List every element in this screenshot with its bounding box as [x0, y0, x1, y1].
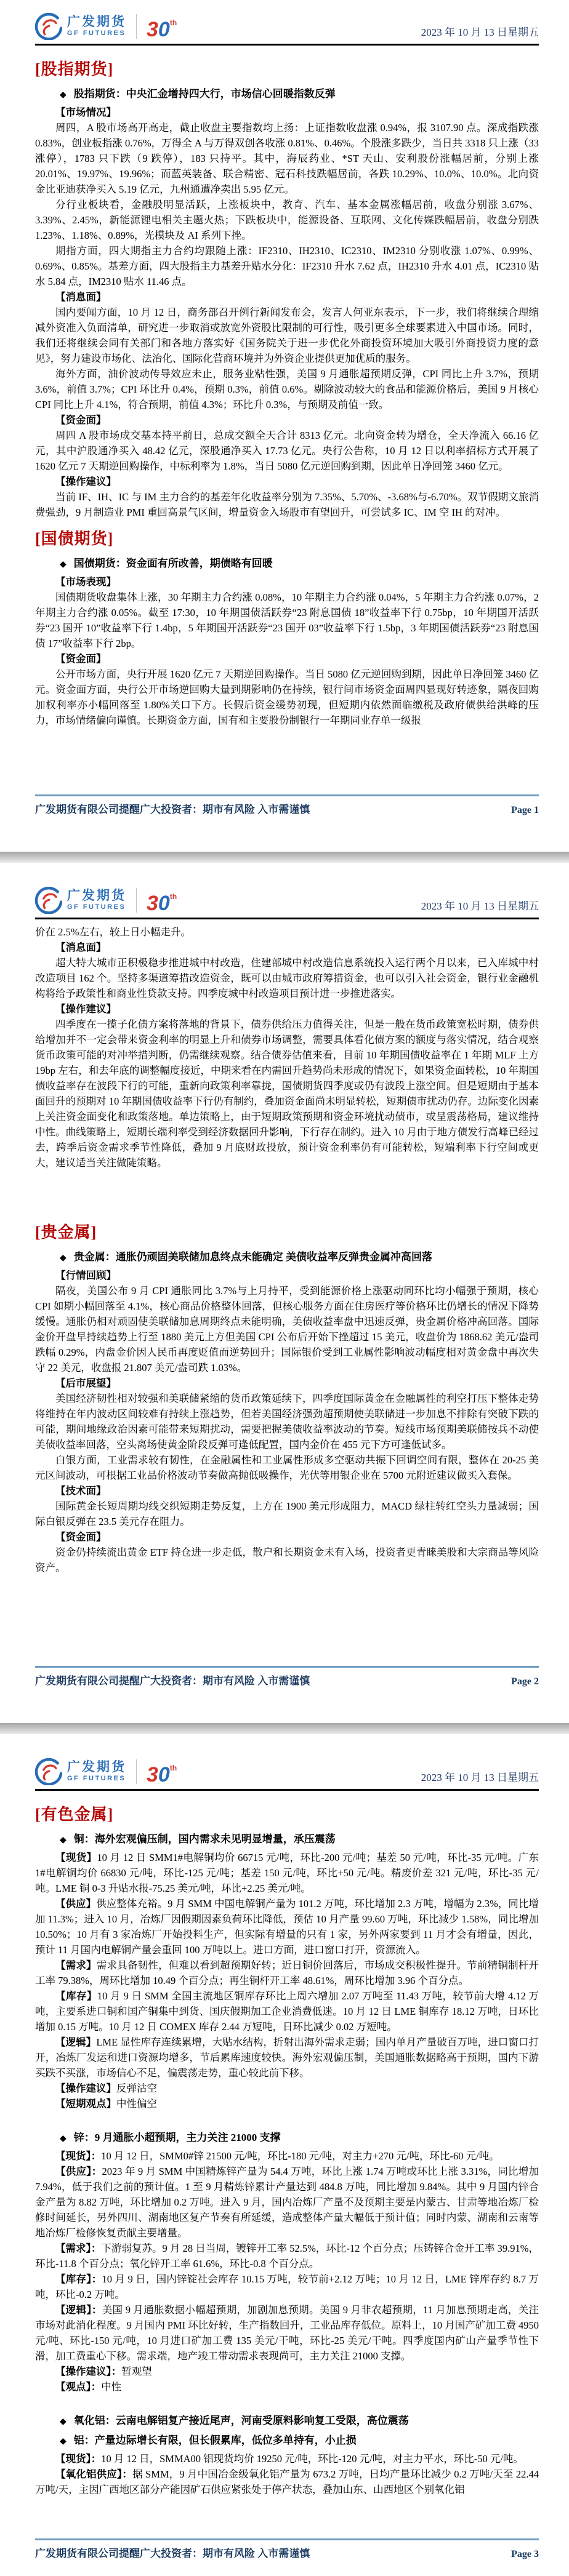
labeled-paragraph: 【供应】：2023 年 9 月 SMM 中国精炼锌产量为 54.4 万吨，环比上涨 1.74 万吨或环比上涨 3.31%，同比增加 7.94%，低于我们之前的预计值。1 至 9 月精炼锌累计产量达到 484.8 万吨，同比增加 9.84%。其中 9 月国内锌合金产量为 8.82 万吨，环比增加 0.2 万吨。进入 9 月，国内冶炼厂产量不及预期主要是内蒙古、甘肃等地冶炼厂检修时间延长，另外四川、湖南地区复产节奏有所延缓，造成整体产量大幅低于预计值；同时内蒙、湖南和云南等地冶炼厂检修恢复贡献主要增量。 [35, 2166, 539, 2239]
logo-text [67, 889, 126, 911]
labeled-paragraph: 【逻辑】LME 显性库存连续累增，大贴水结构，折射出海外需求走弱；国内单月产量破百万吨，进口窗口打开，冶炼厂发运和进口资源均增多，节后累库速度较快。海外宏观偏压制，美国通胀数据略高于预期，国内下游买跌不买涨，市场信心不足，偏震荡走势，重心较此前下移。 [35, 2036, 539, 2079]
inline-bracket-label: 【供应】 [55, 1898, 97, 1910]
brand-name-cn: 广发期货 [67, 15, 126, 29]
bracket-label: 【资金面】 [55, 653, 107, 665]
report-date: 2023 年 10 月 13 日星期五 [421, 900, 539, 912]
inline-bracket-label: 【观点】： [55, 2381, 102, 2393]
brand-name-en: GF FUTURES [67, 1775, 126, 1782]
footer-disclaimer: 广发期货有限公司提醒广大投资者：期市有风险 入市需谨慎 [35, 804, 310, 815]
bracket-label: 【操作建议】 [55, 476, 116, 487]
page-header [35, 12, 539, 40]
labeled-paragraph: 【氧化铝供应】：据 SMM，9 月中国冶金级氧化铝产量为 673.2 万吨，日均产量环比减少 0.2 万吨/天至 22.44 万吨/天，主因广西地区部分产能因矿石供应紧张处于停产状态，叠加山东、山西地区个别氧化铝 [35, 2468, 539, 2495]
header-rule [35, 1789, 539, 1791]
labeled-paragraph: 【观点】：中性 [55, 2381, 122, 2393]
gf-logo-icon [35, 1758, 62, 1785]
gf-logo-icon [35, 887, 62, 914]
gf-logo-icon [35, 13, 62, 40]
header-rule [35, 918, 539, 919]
anniversary-30th-logo [147, 1758, 177, 1785]
anniversary-30th-logo [147, 886, 177, 914]
logo-divider [136, 14, 137, 39]
gf-futures-logo [35, 886, 177, 914]
inline-bracket-label: 【逻辑】： [55, 2304, 102, 2316]
bullet-title: 铝：产量边际增长有限，但长假累库，低位多单持有，小止损 [73, 2434, 357, 2446]
bracket-label: 【资金面】 [55, 414, 107, 426]
bullet-title: 铜：海外宏观偏压制，国内需求未见明显增量，承压震荡 [73, 1833, 336, 1845]
inline-bracket-label: 【现货】： [55, 2453, 102, 2465]
page-number: Page 3 [511, 2549, 539, 2559]
page-footer [35, 794, 539, 816]
inline-bracket-label: 【现货】： [55, 2150, 102, 2162]
anniversary-digit-0: 0 [158, 892, 170, 915]
bullet-heading [35, 556, 539, 573]
footer-rule [35, 2538, 539, 2540]
inline-bracket-label: 【库存】 [55, 1990, 97, 2002]
labeled-paragraph: 【现货】：10 月 12 日，SMM0#锌 21500 元/吨，环比-180 元/吨，对主力+270 元/吨，环比-60 元/吨。 [55, 2150, 499, 2162]
section-title: [贵金属] [35, 1223, 97, 1241]
footer-disclaimer: 广发期货有限公司提醒广大投资者：期市有风险 入市需谨慎 [35, 2548, 310, 2559]
inline-bracket-label: 【氧化铝供应】： [55, 2468, 133, 2480]
page-header [35, 886, 539, 914]
bracket-label: 【技术面】 [55, 1485, 107, 1497]
bullet-heading [35, 2413, 539, 2430]
body-paragraph: 国际黄金长短周期均线交织短期走势反复，上方在 1900 美元形成阻力，MACD 绿柱转红空头力量减弱；国际白银反弹在 23.5 美元存在阻力。 [35, 1500, 539, 1527]
bracket-label: 【市场表现】 [55, 576, 116, 588]
bullet-heading [35, 1831, 539, 1849]
bullet-title: 国债期货：资金面有所改善，期债略有回暖 [73, 558, 273, 569]
anniversary-th: th [169, 892, 177, 901]
logo-divider [136, 1759, 137, 1784]
labeled-paragraph: 【供应】供应整体充裕。9 月 SMM 中国电解铜产量为 101.2 万吨，环比增加 2.3 万吨，增幅为 2.3%，同比增加 11.3%；进入 10 月，冶炼厂因假期因素负荷环比降低，预估 10 月产量 99.60 万吨，环比减少 1.58%，同比增加 10.50%；10 月有 3 家冶炼厂开始投料生产，但实际有增量的只有 1 家，另外两家要到 11 月才会有增量，因此，预计 11 月国内电解铜产量会重回 100 万吨以上。进口方面，进口窗口打开，资源流入。 [35, 1898, 539, 1956]
bullet-title: 锌：9 月通胀小超预期，主力关注 21000 支撑 [73, 2132, 281, 2143]
bracket-label: 【资金面】 [55, 1531, 107, 1543]
inline-bracket-label: 【需求】 [55, 1959, 97, 1971]
bullet-title: 贵金属：通胀仍顽固美联储加息终点未能确定 美债收益率反弹贵金属冲高回落 [73, 1251, 433, 1263]
inline-bracket-label: 【操作建议】： [55, 2366, 122, 2377]
page-separator [0, 852, 569, 863]
body-paragraph: 白银方面，工业需求较有韧性，在金融属性和工业属性形成多空驱动共振下回调空间有限，整体在 20-25 美元区间波动，可根据工业品价格波动节奏做高抛低吸操作，光伏等用银企业在 5700 元附近建议做买入套保。 [35, 1454, 539, 1481]
labeled-paragraph: 【逻辑】：美国 9 月通胀数据小幅超预期，加剧加息预期。美国 9 月非农超预期，11 月加息预期走高，关注市场对此消化程度。9 月国内 PMI 环比好转，生产指数回升，工业品库存低位。原料上，10 月国产矿加工费 4950 元/吨、环比-150 元/吨，10 月进口矿加工费 135 美元/干吨，环比-25 美元/干吨。四季度国内矿山产量季节性下滑，加工费重心下移。需求端，地产竣工带动需求表现尚可，主力关注 21000 支撑。 [35, 2304, 539, 2362]
inline-bracket-label: 【逻辑】 [55, 2036, 97, 2048]
labeled-paragraph: 【需求】：下游弱复苏。9 月 28 日当周，镀锌开工率 52.5%，环比-12 个百分点；压铸锌合金开工率 39.91%，环比-11.8 个百分点；氧化锌开工率 61.6%，环比-0.8 个百分点。 [35, 2242, 539, 2270]
anniversary-th: th [169, 1764, 177, 1772]
anniversary-digit-3: 3 [147, 892, 158, 915]
bullet-title: 股指期货：中央汇金增持四大行，市场信心回暖指数反弹 [73, 88, 336, 100]
body-paragraph: 国内要闻方面，10 月 12 日，商务部召开例行新闻发布会，发言人何亚东表示，下一步，我们将继续合理缩减外资准入负面清单，研究进一步取消或放宽外资股比限制的可行性，吸引更多全球要素进入中国市场。同时，我们还将继续会同有关部门和各地方落实好《国务院关于进一步优化外商投资环境加大吸引外商投资力度的意见》，努力建设市场化、法治化、国际化营商环境并为外资企业提供更加优质的服务。 [35, 306, 539, 364]
brand-name-en: GF FUTURES [67, 903, 126, 911]
page-1-content [35, 50, 539, 728]
bracket-label: 【消息面】 [55, 942, 107, 953]
report-date: 2023 年 10 月 13 日星期五 [421, 1772, 539, 1783]
spacer [35, 2394, 539, 2410]
continuation-paragraph: 价在 2.5%左右，较上日小幅走升。 [35, 926, 191, 938]
body-paragraph: 超大特大城市正积极稳步推进城中村改造，住建部城中村改造信息系统投入运行两个月以来，已入库城中村改造项目 162 个。坚持多渠道筹措改造资金，既可以由城市政府筹措资金，也可以引入社会资金，银行业金融机构将给予政策性和商业性贷款支持。四季度城中村改造项目预计进一步推进落实。 [35, 957, 539, 999]
labeled-paragraph: 【现货】10 月 12 日 SMM1#电解铜均价 66715 元/吨，环比-200 元/吨；基差 50 元/吨，环比-35 元/吨。广东 1#电解铜均价 66830 元/吨，环比-125 元/吨；基差 150 元/吨，环比+50 元/吨。精废价差 321 元/吨，环比-35 元/吨。LME 铜 0-3 升贴水报-75.25 美元/吨，环比+2.25 美元/吨。 [35, 1852, 539, 1894]
logo-text [67, 1760, 126, 1783]
body-paragraph: 国债期货收盘集体上涨，30 年期主力合约涨 0.08%，10 年期主力合约涨 0.04%，5 年期主力合约涨 0.07%，2 年期主力合约涨 0.05%。截至 17:30，10 年期国债活跃券“23 附息国债 18”收益率下行 0.75bp，10 年期国开活跃券“23 国开 10”收益率下行 1.4bp，5 年期国开活跃券“23 国开 03”收益率下行 1.5bp，3 年期国债活跃券“23 附息国债 17”收益率下行 2bp。 [35, 591, 539, 649]
spacer [35, 1170, 539, 1214]
page-separator [0, 1723, 569, 1734]
gf-futures-logo [35, 12, 177, 40]
section-title: [有色金属] [35, 1806, 114, 1823]
diamond-bullet-icon: ◆ [60, 1254, 67, 1263]
logo-text [67, 15, 126, 38]
bullet-title: 氧化铝：云南电解铝复产接近尾声，河南受原料影响复工受限，高位震荡 [73, 2415, 409, 2426]
page-footer [35, 2538, 539, 2560]
diamond-bullet-icon: ◆ [60, 2437, 67, 2446]
brand-name-en: GF FUTURES [67, 30, 126, 37]
logo-divider [136, 888, 137, 913]
footer-rule [35, 1666, 539, 1668]
body-paragraph: 周四，A 股市场高开高走，截止收盘主要指数均上扬：上证指数收盘涨 0.94%，报 3107.90 点。深成指跌涨 0.83%，创业板指涨 0.76%，万得全 A 与万得双创各收涨 0.81%、0.46%。个股涨多跌少，当日共 3318 只上涨（33 涨停），1783 只下跌（9 跌停），183 只持平。其中，海辰药业、*ST 天山、安利股份涨幅居前，分别上涨 20.01%、19.97%、19.96%；而蓝英装备、联合精密、冠石科技跌幅居前，各跌 10.29%、10.0%、10.0%。北向资金比亚迪获净买入 5.19 亿元，九州通遭净卖出 5.95 亿元。 [35, 122, 539, 195]
body-paragraph: 期指方面，四大期指主力合约均跟随上涨：IF2310、IH2310、IC2310、IM2310 分别收涨 1.07%、0.99%、0.69%、0.85%。基差方面，四大股指主力基差升贴水分化：IF2310 升水 7.62 点，IH2310 升水 4.01 点，IC2310 贴水 5.84 点，IM2310 贴水 11.46 点。 [35, 245, 539, 287]
report-date: 2023 年 10 月 13 日星期五 [421, 26, 539, 38]
spacer [35, 2111, 539, 2127]
brand-name-cn: 广发期货 [67, 1760, 126, 1774]
labeled-paragraph: 【现货】：10 月 12 日，SMMA00 铝现货均价 19250 元/吨，环比-120 元/吨，对主力平水，环比-50 元/吨。 [55, 2453, 523, 2465]
page-3-content [35, 1796, 539, 2497]
labeled-paragraph: 【短期观点】中性偏空 [55, 2098, 157, 2110]
labeled-paragraph: 【库存】：10 月 9 日，国内锌锭社会库存 10.15 万吨，较节前+2.12 万吨；10 月 12 日，LME 锌库存约 8.7 万吨，环比-0.2 万吨。 [35, 2273, 539, 2300]
labeled-paragraph: 【操作建议】反弹沽空 [55, 2082, 157, 2094]
body-paragraph: 海外方面，油价波动传导效应未止，服务业粘性强，美国 9 月通胀超预期反弹，CPI 同比上升 3.7%，预期 3.6%，前值 3.7%；CPI 环比升 0.4%，预期 0.3%，前值 0.6%。剔除波动较大的食品和能源价格后，美国 9 月核心 CPI 同比上升 4.1%，符合预期，前值 4.3%；环比升 0.3%，与预期及前值一致。 [35, 368, 539, 410]
section-title: [国债期货] [35, 530, 114, 548]
labeled-paragraph: 【操作建议】：暂观望 [55, 2366, 152, 2377]
bullet-heading [35, 1249, 539, 1266]
anniversary-digit-0: 0 [158, 18, 170, 41]
body-paragraph: 分行业板块看，金融股明显活跃，上涨板块中，教育、汽车、基本金属涨幅居前，收盘分别涨 3.67%、3.39%、2.45%，新能源锂电相关主题火热；下跌板块中，能源设备、互联网、文化传媒跌幅居前，收盘分别跌 1.23%、1.18%、0.89%，光模块及 AI 系列下挫。 [35, 199, 539, 241]
body-paragraph: 公开市场方面，央行开展 1620 亿元 7 天期逆回购操作。当日 5080 亿元逆回购到期，因此单日净回笼 3460 亿元。资金面方面，央行公开市场逆回购大量到期影响仍在持续，银行间市场资金面周四显现好转迹象，隔夜回购加权利率亦小幅回落至 1.80%关口下方。长假后资金缓势初现，但短期内依然面临缴税及政府债供给洪峰的压力，市场情绪偏向谨慎。长期资金方面，国有和主要股份制银行一年期同业存单一级报 [35, 668, 539, 726]
diamond-bullet-icon: ◆ [60, 2134, 67, 2143]
body-paragraph: 资金仍持续流出黄金 ETF 持仓进一步走低，散户和长期资金未有入场，投资者更青睐美股和大宗商品等风险资产。 [35, 1546, 539, 1574]
labeled-paragraph: 【需求】需求具备韧性，但难以看到超预期好转；近日铜价回落后，市场成交积极性提升。节前精铜制杆开工率 79.38%，周环比增加 10.49 个百分点；再生铜杆开工率 48.61%，周环比增加 3.96 个百分点。 [35, 1959, 539, 1986]
anniversary-digit-3: 3 [147, 1763, 158, 1786]
bullet-heading [35, 2433, 539, 2450]
anniversary-30th-logo [147, 12, 177, 40]
bracket-label: 【操作建议】 [55, 1003, 116, 1015]
diamond-bullet-icon: ◆ [60, 2417, 67, 2426]
body-paragraph: 美国经济韧性相对较强和美联储紧缩的货币政策延续下，四季度国际黄金在金融属性的利空打压下整体走势将维持在年内波动区间较难有持续上涨趋势，但若美国经济强劲超预期使美联储进一步加息不排除有突破下跌的可能，期间地缘政治因素可能带来短期扰动，需要把握美债收益率波动的节奏。短线市场预期美联储按兵不动使美债收益率回落，空头离场使黄金阶段反弹可逢低配置，国内金价在 455 元下方可逢低试多。 [35, 1393, 539, 1450]
body-paragraph: 当前 IF、IH、IC 与 IM 主力合约的基差年化收益率分别为 7.35%、5.70%、-3.68%与-6.70%。双节假期文旅消费强劲，9 月制造业 PMI 重回高景气区间，增量资金入场股市有望回升，可尝试多 IC、IM 空 IH 的对冲。 [35, 491, 539, 518]
footer-rule [35, 794, 539, 796]
inline-bracket-label: 【短期观点】 [55, 2098, 116, 2110]
page-number: Page 1 [511, 805, 539, 815]
diamond-bullet-icon: ◆ [60, 1836, 67, 1845]
bracket-label: 【市场情况】 [55, 106, 116, 118]
page-header [35, 1758, 539, 1785]
report-page-2 [0, 863, 569, 1723]
bracket-label: 【消息面】 [55, 291, 107, 303]
report-page-3 [0, 1734, 569, 2576]
body-paragraph: 四季度在一揽子化债方案将落地的背景下，债券供给压力值得关注，但是一般在货币政策宽松时期，债券供给增加并不一定会带来资金利率的明显上升和债券市场调整，需要具体看化债方案的额度与落实情况，结合观察货币政策可能的对冲举措判断，仍需继续观察。结合债券估值来看，目前 10 年期国债收益率在 1 年期 MLF 上方 19bp 左右，和去年底的调整幅度接近，中期来看在内需回升趋势尚未形成的情况下，如果资金面转松，10 年期国债收益率存在波段下行的可能，重新向政策利率靠拢，国债期货四季度或仍有波段上涨空间。但是短期由于基本面回升的预期对 10 年期国债收益率下行仍有制约，叠加资金面尚未明显转松，短期债市扰动仍存。边际变化因素上关注资金面变化和政策落地。单边策略上，由于短期政策预期和资金环境扰动债市，或呈震荡格局，建议维持中性。曲线策略上，短期长端利率受到经济数据回升影响，下行存在制约。进入 10 月由于地方债发行高峰已经过去，跨季后资金需求季节性降低，叠加 9 月底财政投放，预计资金利率仍有可能转松，短端利率下行空间或更大，建议适当关注做陡策略。 [35, 1018, 539, 1169]
bullet-heading [35, 86, 539, 103]
gf-futures-logo [35, 1758, 177, 1785]
inline-bracket-label: 【需求】： [55, 2242, 102, 2254]
diamond-bullet-icon: ◆ [60, 560, 67, 569]
anniversary-digit-3: 3 [147, 18, 158, 41]
brand-name-cn: 广发期货 [67, 889, 126, 903]
section-title: [股指期货] [35, 60, 114, 78]
diamond-bullet-icon: ◆ [60, 90, 67, 100]
inline-bracket-label: 【现货】 [55, 1852, 97, 1863]
inline-bracket-label: 【操作建议】 [55, 2082, 116, 2094]
labeled-paragraph: 【库存】10 月 9 日 SMM 全国主流地区铜库存环比上周六增加 2.07 万吨至 11.43 万吨，较节前大增 4.12 万吨，主要系进口铜和国产铜集中到货、国庆假期加工企业消费低迷。10 月 12 日 LME 铜库存 18.12 万吨，日环比增加 0.15 万吨。10 月 12 日 COMEX 库存 2.44 万短吨，日环比减少 0.02 万短吨。 [35, 1990, 539, 2033]
inline-bracket-label: 【库存】： [55, 2273, 102, 2285]
bracket-label: 【后市展望】 [55, 1377, 116, 1389]
report-page-1 [0, 0, 569, 852]
footer-disclaimer: 广发期货有限公司提醒广大投资者：期市有风险 入市需谨慎 [35, 1675, 310, 1687]
body-paragraph: 周四 A 股市场成交基本持平前日，总成交额全天合计 8313 亿元。北向资金转为增仓，全天净流入 66.16 亿元，其中沪股通净买入 48.42 亿元，深股通净买入 17.73 亿元。央行公告称，10 月 12 日以利率招标方式开展了 1620 亿元 7 天期逆回购操作，中标利率为 1.8%，当日 5080 亿元逆回购到期，因此单日净回笼 3460 亿元。 [35, 430, 539, 472]
bracket-label: 【行情回顾】 [55, 1270, 116, 1281]
body-paragraph: 隔夜，美国公布 9 月 CPI 通胀同比 3.7%与上月持平，受到能源价格上涨驱动同环比均小幅强于预期，核心 CPI 如期小幅回落至 4.1%，核心商品价格整体回落，但核心服务方面在住房医疗等价格环比仍增长的情况下降势缓慢。通胀仍相对顽固使美联储加息周期终点未能明确，美债收益率盘中迅速反弹，贵金属价格冲高回落。国际金价开盘早持续趋势上行至 1880 美元上方但美国 CPI 公布后开始下挫超过 15 美元，收盘价为 1868.62 美元/盎司跌幅 0.29%，内盘金价因人民币再度贬值而逆势回升；国际银价受到工业属性影响波动幅度相对黄金盘中再次失守 22 美元，收盘报 21.807 美元/盎司跌 1.03%。 [35, 1285, 539, 1374]
inline-bracket-label: 【供应】： [55, 2166, 102, 2177]
page-footer [35, 1666, 539, 1687]
page-number: Page 2 [511, 1676, 539, 1687]
anniversary-th: th [169, 18, 177, 27]
bullet-heading [35, 2130, 539, 2147]
page-2-content [35, 924, 539, 1575]
header-rule [35, 44, 539, 46]
anniversary-digit-0: 0 [158, 1763, 170, 1786]
